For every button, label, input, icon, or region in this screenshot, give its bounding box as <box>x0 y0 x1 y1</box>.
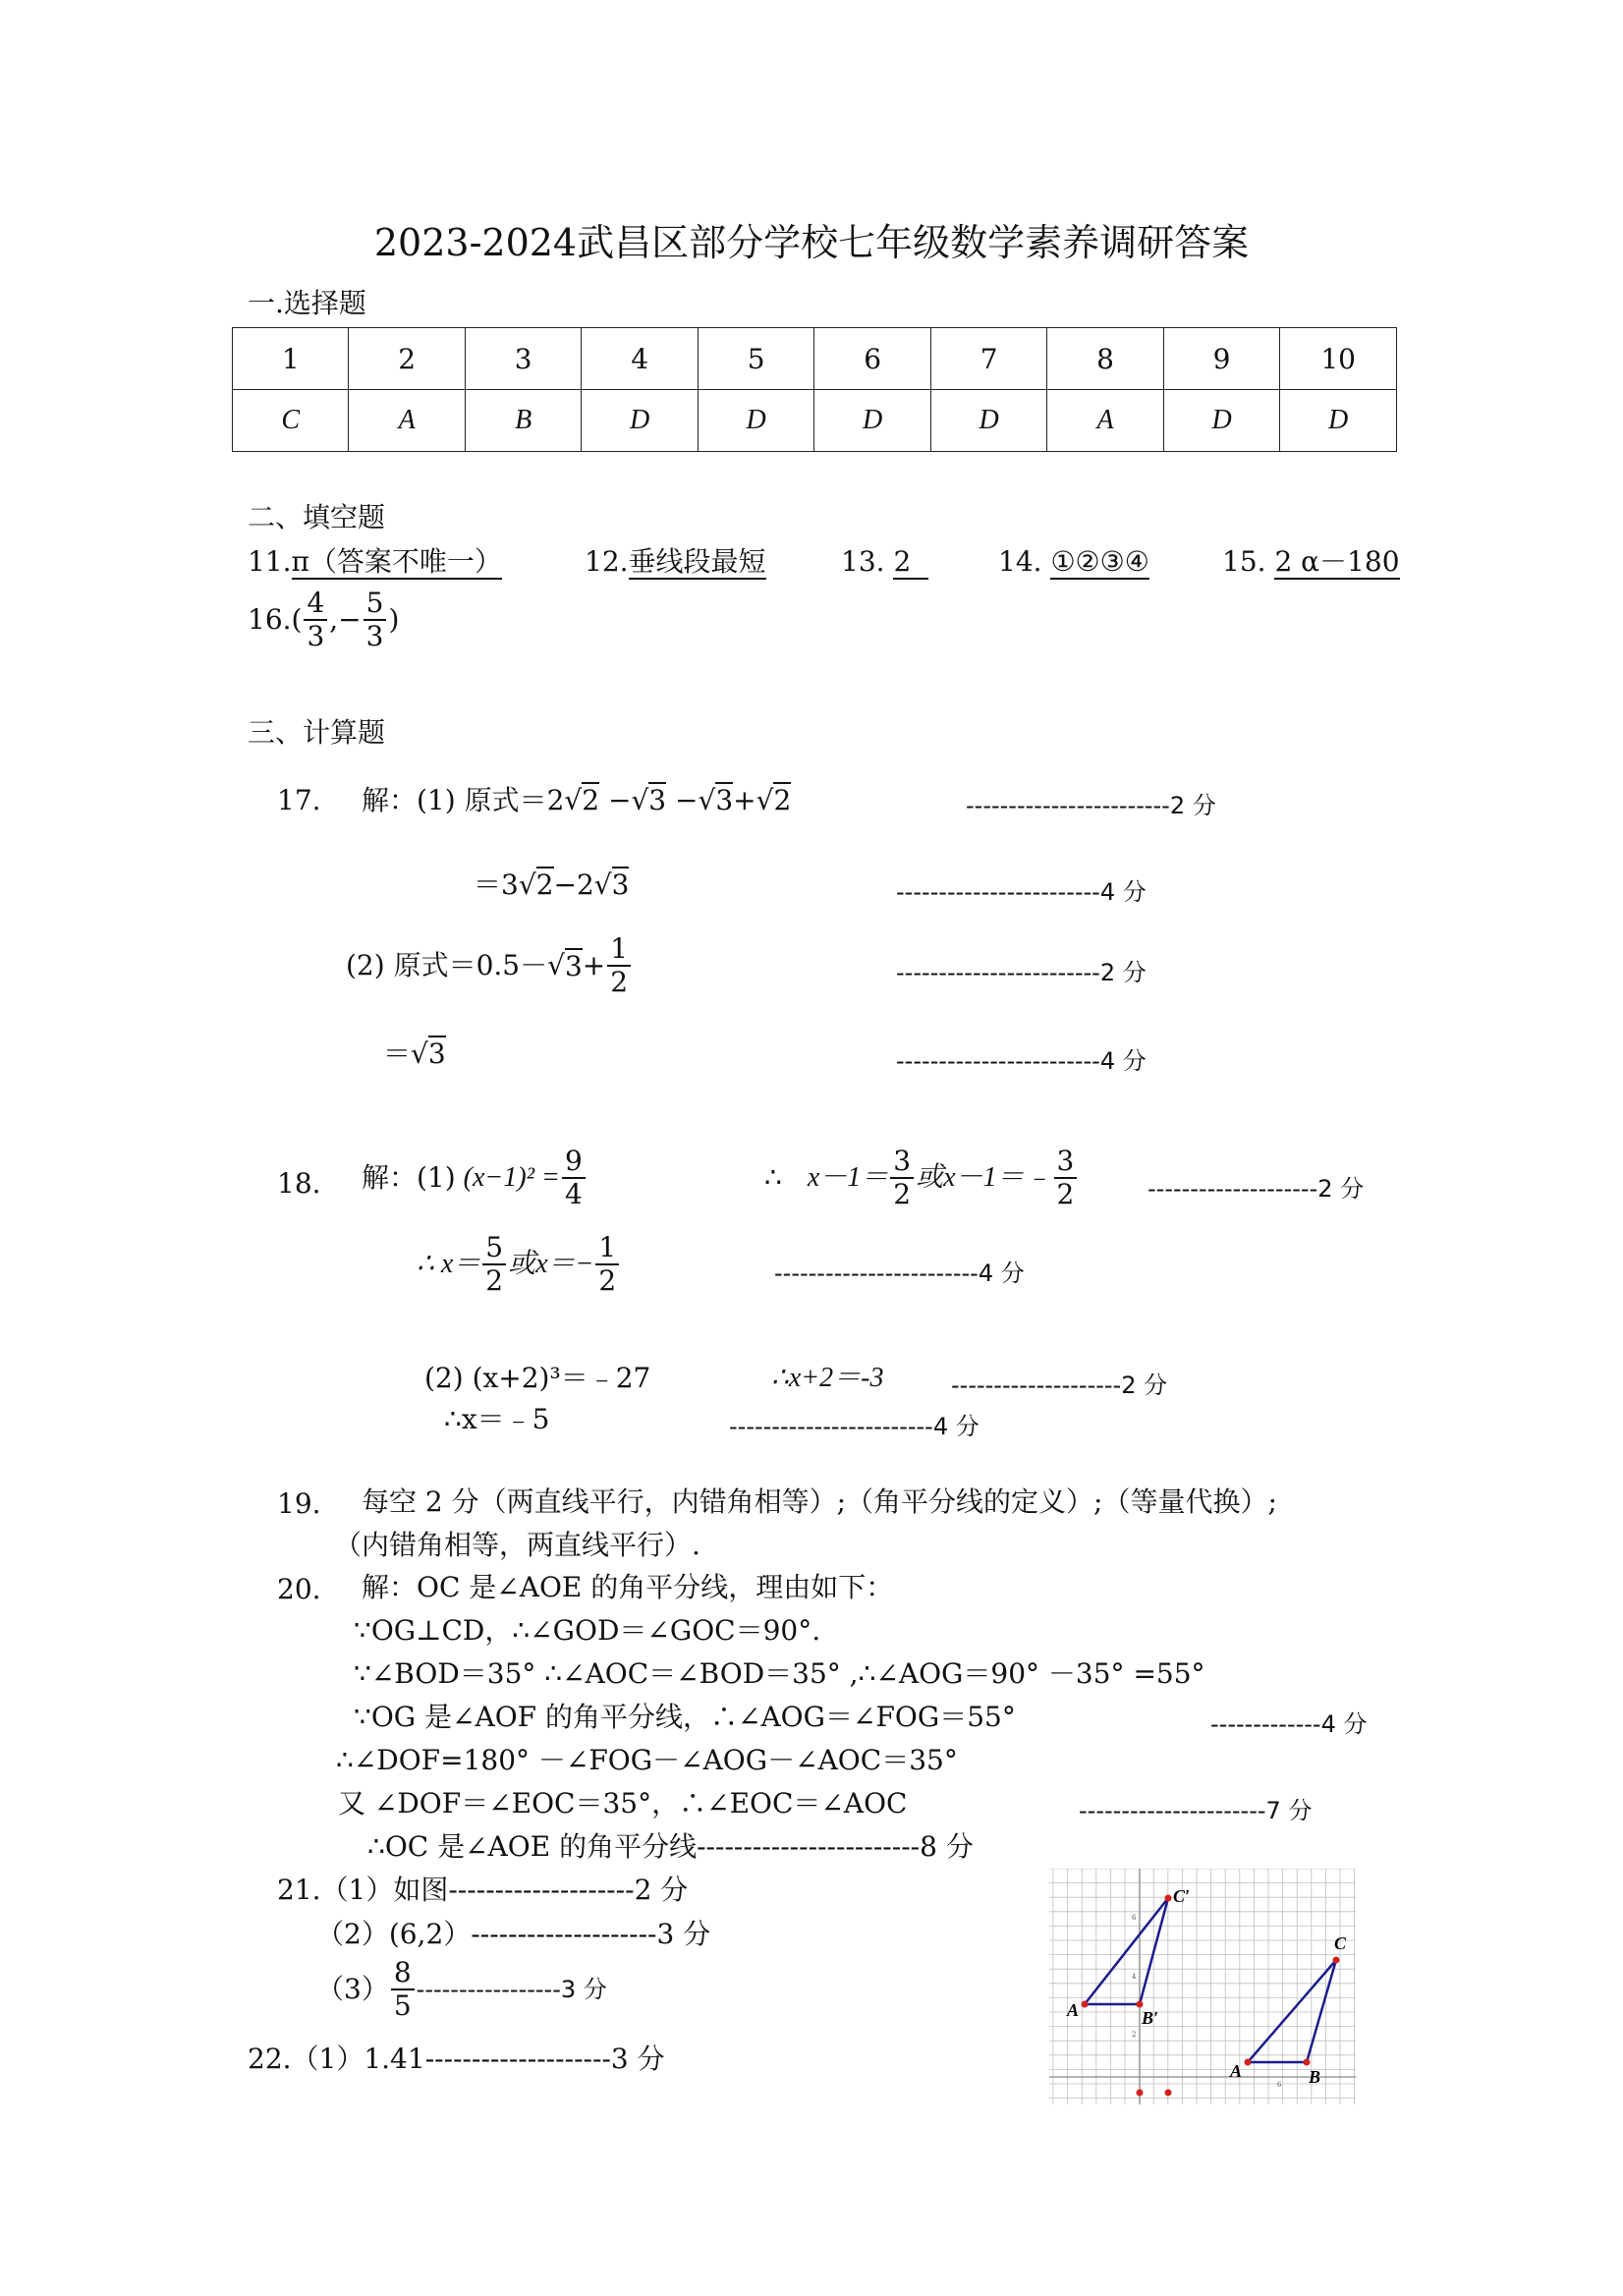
label-b-prime: B′ <box>1142 2008 1159 2028</box>
point-c-prime <box>1165 1895 1172 1902</box>
mcq-answer: C <box>233 390 349 452</box>
sqrt-sign: √ <box>411 1037 428 1070</box>
q18-line1-b <box>764 1146 1079 1210</box>
numerator: 4 <box>307 587 325 619</box>
therefore: ∴ <box>764 1161 782 1194</box>
mcq-answer: D <box>698 390 813 452</box>
q18-line3-b: ∴x+2＝-3 <box>771 1363 884 1393</box>
mcq-number: 7 <box>930 328 1046 390</box>
denominator: 3 <box>364 619 387 652</box>
q18-score-2: ------------------------4 分 <box>774 1260 1025 1287</box>
sqrt-sign: √ <box>518 868 536 901</box>
point-marker <box>1137 2090 1144 2097</box>
q14-answer: ①②③④ <box>1050 545 1149 578</box>
mcq-number: 4 <box>582 328 698 390</box>
q17-line4 <box>383 1037 446 1071</box>
section2-heading: 二、填空题 <box>248 501 386 533</box>
mcq-number: 3 <box>465 328 581 390</box>
mcq-answer: B <box>465 390 581 452</box>
point-b-prime <box>1137 2001 1144 2008</box>
q15 <box>1222 545 1400 579</box>
denominator: 5 <box>391 1988 415 2022</box>
label-a-prime: A <box>1067 2000 1080 2020</box>
point-a <box>1245 2059 1252 2066</box>
fraction <box>562 1146 586 1210</box>
q12-answer: 垂线段最短 <box>628 545 766 578</box>
q13 <box>841 545 928 579</box>
mcq-answer: D <box>814 390 930 452</box>
q16-fraction-1 <box>304 588 327 652</box>
radicand: 3 <box>715 784 734 816</box>
expression: x－1＝ <box>807 1162 889 1193</box>
op: − <box>607 784 632 816</box>
denominator: 2 <box>595 1263 619 1297</box>
expression: (x−1)² = <box>463 1162 560 1193</box>
fraction <box>595 1232 619 1297</box>
mcq-answer: D <box>930 390 1046 452</box>
radicand: 2 <box>535 868 554 901</box>
text: ＝ <box>383 1037 412 1070</box>
q19-line2: （内错角相等，两直线平行）. <box>334 1529 700 1561</box>
section3-heading: 三、计算题 <box>248 716 386 749</box>
label-b: B <box>1309 2067 1321 2087</box>
tick-label: 6 <box>1277 2081 1282 2089</box>
q18-score-4: ------------------------4 分 <box>729 1413 979 1440</box>
sqrt-sign: √ <box>698 784 716 816</box>
q18-line4: ∴x＝﹣5 <box>444 1403 550 1435</box>
q22-line1: 22.（1）1.41--------------------3 分 <box>248 2043 665 2075</box>
q18-number: 18. <box>277 1167 321 1200</box>
tick-label: 2 <box>1132 2031 1137 2039</box>
mcq-answer: A <box>349 390 465 452</box>
point-b <box>1304 2059 1311 2066</box>
triangle-prime <box>1085 1898 1168 2004</box>
mcq-number: 5 <box>698 328 813 390</box>
q14-number: 14. <box>998 545 1042 578</box>
q11 <box>248 545 502 579</box>
q20-line3: ∵∠BOD＝35° ∴∠AOC＝∠BOD＝35° ,∴∠AOG＝90° －35° =55° <box>354 1657 1205 1690</box>
q11-number: 11. <box>248 545 292 578</box>
section1-heading: 一.选择题 <box>248 287 366 319</box>
mcq-number: 8 <box>1047 328 1163 390</box>
coordinate-grid-figure <box>1049 1869 1356 2104</box>
fraction <box>890 1146 914 1210</box>
q16 <box>248 588 399 652</box>
q16-close: ) <box>388 603 400 636</box>
numerator: 1 <box>610 932 629 965</box>
mcq-answer-row <box>233 390 1397 452</box>
mcq-number: 2 <box>349 328 465 390</box>
q17-line1 <box>362 782 791 817</box>
q21-line1: 21.（1）如图--------------------2 分 <box>277 1874 689 1906</box>
op: − <box>675 784 699 816</box>
op: −2 <box>553 868 594 901</box>
op: + <box>582 949 606 981</box>
q17-score-4: ------------------------4 分 <box>896 1047 1147 1075</box>
q12 <box>585 545 766 579</box>
q15-number: 15. <box>1222 545 1266 578</box>
q17-line2 <box>474 868 629 902</box>
numerator: 3 <box>1056 1145 1075 1177</box>
denominator: 4 <box>562 1177 586 1210</box>
fraction <box>482 1232 506 1297</box>
expression: 或x－1＝﹣ <box>916 1162 1052 1193</box>
text: ＝3 <box>474 868 519 901</box>
q17-line3 <box>346 933 633 998</box>
q21-line2: （2）(6,2）--------------------3 分 <box>316 1918 711 1950</box>
q17-score-1: ------------------------2 分 <box>966 792 1216 819</box>
numerator: 5 <box>485 1231 504 1263</box>
numerator: 5 <box>365 587 384 619</box>
q20-score-4: -------------4 分 <box>1210 1710 1368 1738</box>
triangle-original <box>1248 1960 1336 2062</box>
numerator: 8 <box>393 1956 412 1988</box>
q20-line4: ∵OG 是∠AOF 的角平分线，∴∠AOG＝∠FOG＝55° <box>354 1701 1016 1733</box>
q15-answer: 2 α－180 <box>1274 545 1400 578</box>
numerator: 9 <box>564 1145 583 1177</box>
q16-separator: ,− <box>329 603 362 636</box>
denominator: 3 <box>304 619 327 652</box>
q13-answer: 2 <box>893 545 928 580</box>
sqrt-sign: √ <box>564 784 583 816</box>
q18-score-3: --------------------2 分 <box>951 1372 1168 1399</box>
q20-line6: 又 ∠DOF＝∠EOC＝35°，∴∠EOC＝∠AOC <box>338 1787 908 1820</box>
text: 解：(1) <box>362 1161 456 1194</box>
expression: 或x＝− <box>508 1249 594 1279</box>
mcq-number: 1 <box>233 328 349 390</box>
q13-number: 13. <box>841 545 885 578</box>
q20-number: 20. <box>277 1573 321 1605</box>
sqrt-sign: √ <box>756 784 774 816</box>
denominator: 2 <box>890 1177 914 1210</box>
mcq-number-row <box>233 328 1397 390</box>
numerator: 3 <box>893 1145 912 1177</box>
page-title: 2023-2024武昌区部分学校七年级数学素养调研答案 <box>373 221 1250 264</box>
numerator: 1 <box>598 1231 617 1263</box>
q18-line1 <box>362 1146 588 1210</box>
radicand: 3 <box>564 950 583 982</box>
mcq-answer-table <box>232 327 1397 452</box>
label-c: C <box>1334 1933 1347 1953</box>
expression: ∴ x＝ <box>417 1249 481 1279</box>
q17-score-2: ------------------------4 分 <box>896 878 1147 906</box>
q16-number: 16.( <box>248 603 303 636</box>
q19-line1: 每空 2 分（两直线平行，内错角相等）;（角平分线的定义）;（等量代换）; <box>362 1485 1277 1518</box>
q20-score-7: ----------------------7 分 <box>1079 1797 1313 1824</box>
denominator: 2 <box>1054 1177 1078 1210</box>
tick-label: 4 <box>1132 1973 1137 1981</box>
q18-line3: (2) (x+2)³＝﹣27 <box>424 1362 651 1394</box>
mcq-number: 6 <box>814 328 930 390</box>
mcq-answer: D <box>1280 390 1397 452</box>
sqrt-sign: √ <box>547 949 565 981</box>
q17-number: 17. <box>277 784 321 816</box>
q11-answer: π（答案不唯一） <box>291 545 502 578</box>
q21-line3 <box>316 1957 607 2022</box>
q14 <box>998 545 1149 579</box>
fraction <box>1054 1146 1078 1210</box>
tick-label: 6 <box>1132 1914 1137 1922</box>
point-marker <box>1165 2090 1172 2097</box>
mcq-number: 10 <box>1280 328 1397 390</box>
q20-line7: ∴OC 是∠AOE 的角平分线------------------------8 分 <box>367 1830 974 1863</box>
q19-number: 19. <box>277 1487 321 1520</box>
mcq-number: 9 <box>1163 328 1279 390</box>
label-a: A <box>1230 2061 1243 2081</box>
q12-number: 12. <box>585 545 629 578</box>
score: -----------------3 分 <box>416 1976 607 2003</box>
text: (2) 原式＝0.5－ <box>346 949 548 981</box>
q20-line2: ∵OG⊥CD，∴∠GOD＝∠GOC＝90°. <box>354 1614 821 1647</box>
radicand: 3 <box>427 1037 446 1070</box>
text: （3） <box>316 1973 389 2005</box>
q18-score-1: --------------------2 分 <box>1147 1175 1365 1203</box>
radicand: 3 <box>648 784 667 816</box>
radicand: 2 <box>582 784 600 816</box>
sqrt-sign: √ <box>593 868 612 901</box>
denominator: 2 <box>482 1263 506 1297</box>
mcq-answer: D <box>1163 390 1279 452</box>
fraction <box>391 1957 415 2022</box>
text: 解：(1) 原式＝2 <box>362 784 565 816</box>
q17-score-3: ------------------------2 分 <box>896 959 1147 986</box>
sqrt-sign: √ <box>631 784 649 816</box>
q18-line2 <box>417 1232 621 1297</box>
point-a-prime <box>1082 2001 1089 2008</box>
q20-line5: ∴∠DOF=180° －∠FOG－∠AOG－∠AOC＝35° <box>336 1744 958 1776</box>
denominator: 2 <box>607 965 631 998</box>
q16-fraction-2 <box>364 588 387 652</box>
radicand: 3 <box>611 868 630 901</box>
fraction <box>607 933 631 998</box>
mcq-answer: D <box>582 390 698 452</box>
point-c <box>1333 1957 1340 1964</box>
q20-line1: 解：OC 是∠AOE 的角平分线，理由如下： <box>362 1571 894 1603</box>
op: + <box>733 784 756 816</box>
label-c-prime: C′ <box>1173 1886 1191 1906</box>
mcq-answer: A <box>1047 390 1163 452</box>
radicand: 2 <box>773 784 792 816</box>
